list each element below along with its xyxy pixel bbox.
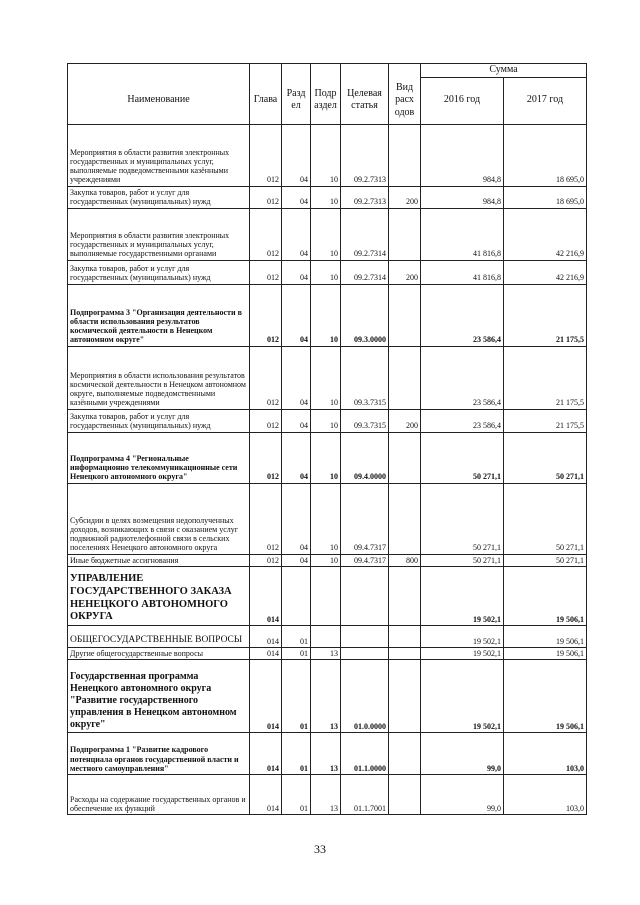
row-name: Подпрограмма 3 "Организация деятельности в области использования результатов космической деятельности в Ненецком автономном округе"	[68, 284, 250, 346]
row-name: Подпрограмма 4 "Региональные информационно телекоммуникационные сети Ненецкого автономного округа"	[68, 432, 250, 483]
row-2017: 103,0	[504, 732, 587, 774]
row-section: 04	[282, 260, 311, 284]
row-name: Закупка товаров, работ и услуг для государственных (муниципальных) нужд	[68, 409, 250, 432]
row-exptype	[389, 208, 421, 260]
row-target: 01.0.0000	[341, 659, 389, 732]
table-row	[68, 554, 587, 566]
row-name: Иные бюджетные ассигнования	[68, 554, 250, 566]
row-name: Мероприятия в области использования результатов космической деятельности в Ненецком автономном округе, выполняемые подведомственными казёнными учреждениями	[68, 346, 250, 409]
row-2016: 41 816,8	[421, 208, 504, 260]
table-row	[68, 659, 587, 732]
row-name: Государственная программа Ненецкого автономного округа "Развитие государственного управления в Ненецком автономном округе"	[68, 659, 250, 732]
row-2017: 42 216,9	[504, 260, 587, 284]
row-exptype	[389, 284, 421, 346]
row-exptype	[389, 774, 421, 814]
row-chapter: 012	[250, 284, 282, 346]
row-subsection: 10	[311, 186, 341, 208]
row-section: 01	[282, 659, 311, 732]
row-section: 04	[282, 432, 311, 483]
row-target: 09.2.7313	[341, 186, 389, 208]
row-2016: 23 586,4	[421, 409, 504, 432]
row-target: 09.2.7313	[341, 124, 389, 186]
row-2016: 99,0	[421, 732, 504, 774]
row-target: 09.3.0000	[341, 284, 389, 346]
row-name: Подпрограмма 1 "Развитие кадрового потенциала органов государственной власти и местного самоуправления"	[68, 732, 250, 774]
row-2016: 50 271,1	[421, 554, 504, 566]
row-2017: 19 506,1	[504, 647, 587, 659]
row-target	[341, 566, 389, 625]
row-name: Мероприятия в области развития электронных государственных и муниципальных услуг, выполняемые подведомственными казёнными учреждениями	[68, 124, 250, 186]
row-2016: 50 271,1	[421, 432, 504, 483]
row-subsection	[311, 625, 341, 647]
row-exptype: 200	[389, 260, 421, 284]
table-row	[68, 346, 587, 409]
row-2017: 21 175,5	[504, 409, 587, 432]
row-chapter: 014	[250, 732, 282, 774]
row-exptype	[389, 659, 421, 732]
row-subsection: 10	[311, 260, 341, 284]
row-subsection: 10	[311, 124, 341, 186]
row-chapter: 014	[250, 625, 282, 647]
row-2017: 19 506,1	[504, 625, 587, 647]
row-2016: 99,0	[421, 774, 504, 814]
row-section: 04	[282, 554, 311, 566]
col-name-header: Наименование	[68, 77, 250, 124]
row-subsection: 13	[311, 647, 341, 659]
row-section: 01	[282, 647, 311, 659]
table-row	[68, 409, 587, 432]
row-target: 09.3.7315	[341, 409, 389, 432]
row-2017: 19 506,1	[504, 566, 587, 625]
row-2017: 21 175,5	[504, 346, 587, 409]
row-subsection	[311, 566, 341, 625]
row-chapter: 012	[250, 409, 282, 432]
row-2016: 19 502,1	[421, 647, 504, 659]
row-name: Субсидии в целях возмещения недополученных доходов, возникающих в связи с оказанием услуг подвижной радиотелефонной связи в сельских поселениях Ненецкого автономного округа	[68, 483, 250, 554]
row-2017: 50 271,1	[504, 554, 587, 566]
table-row	[68, 483, 587, 554]
row-chapter: 012	[250, 432, 282, 483]
row-2016: 50 271,1	[421, 483, 504, 554]
col-exptype-header: Вид расх одов	[389, 77, 421, 124]
row-section	[282, 566, 311, 625]
row-target: 09.4.7317	[341, 483, 389, 554]
row-chapter: 012	[250, 124, 282, 186]
table-row	[68, 625, 587, 647]
row-subsection: 10	[311, 284, 341, 346]
table-row	[68, 732, 587, 774]
row-2017: 103,0	[504, 774, 587, 814]
row-exptype	[389, 625, 421, 647]
col-subsection-header: Подр аздел	[311, 77, 341, 124]
row-exptype: 800	[389, 554, 421, 566]
col-2016-header: 2016 год	[421, 77, 504, 124]
row-name: ОБЩЕГОСУДАРСТВЕННЫЕ ВОПРОСЫ	[68, 625, 250, 647]
budget-table	[67, 63, 587, 815]
row-exptype	[389, 432, 421, 483]
row-exptype	[389, 732, 421, 774]
col-section-header: Разд ел	[282, 77, 311, 124]
row-2017: 18 695,0	[504, 186, 587, 208]
row-exptype	[389, 124, 421, 186]
table-row	[68, 284, 587, 346]
row-2017: 18 695,0	[504, 124, 587, 186]
row-target: 09.4.7317	[341, 554, 389, 566]
row-subsection: 13	[311, 659, 341, 732]
row-name: Расходы на содержание государственных органов и обеспечение их функций	[68, 774, 250, 814]
table-row	[68, 774, 587, 814]
row-2016: 23 586,4	[421, 284, 504, 346]
page-number: 33	[314, 842, 326, 856]
row-name: Мероприятия в области развития электронных государственных и муниципальных услуг, выполняемые государственными органами	[68, 208, 250, 260]
row-2016: 984,8	[421, 186, 504, 208]
row-2016: 984,8	[421, 124, 504, 186]
row-2017: 42 216,9	[504, 208, 587, 260]
row-subsection: 10	[311, 409, 341, 432]
row-exptype	[389, 647, 421, 659]
row-name: УПРАВЛЕНИЕ ГОСУДАРСТВЕННОГО ЗАКАЗА НЕНЕЦКОГО АВТОНОМНОГО ОКРУГА	[68, 566, 250, 625]
row-section: 04	[282, 186, 311, 208]
row-target	[341, 647, 389, 659]
row-section: 04	[282, 208, 311, 260]
row-exptype: 200	[389, 409, 421, 432]
row-2017: 19 506,1	[504, 659, 587, 732]
row-2016: 41 816,8	[421, 260, 504, 284]
header-row-top	[68, 64, 587, 78]
row-subsection: 10	[311, 208, 341, 260]
row-section: 01	[282, 625, 311, 647]
col-target-header: Целевая статья	[341, 77, 389, 124]
row-target: 01.1.7001	[341, 774, 389, 814]
table-row	[68, 432, 587, 483]
row-exptype	[389, 566, 421, 625]
row-2017: 21 175,5	[504, 284, 587, 346]
row-chapter: 012	[250, 346, 282, 409]
row-2017: 50 271,1	[504, 432, 587, 483]
row-chapter: 012	[250, 208, 282, 260]
row-section: 04	[282, 409, 311, 432]
row-chapter: 012	[250, 483, 282, 554]
col-chapter-header: Глава	[250, 77, 282, 124]
col-2017-header: 2017 год	[504, 77, 587, 124]
row-subsection: 10	[311, 432, 341, 483]
row-section: 01	[282, 774, 311, 814]
row-section: 04	[282, 346, 311, 409]
row-exptype: 200	[389, 186, 421, 208]
table-row	[68, 260, 587, 284]
table-row	[68, 647, 587, 659]
row-section: 04	[282, 284, 311, 346]
row-exptype	[389, 483, 421, 554]
row-chapter: 012	[250, 186, 282, 208]
row-2016: 23 586,4	[421, 346, 504, 409]
row-name: Закупка товаров, работ и услуг для государственных (муниципальных) нужд	[68, 186, 250, 208]
row-name: Закупка товаров, работ и услуг для государственных (муниципальных) нужд	[68, 260, 250, 284]
table-row	[68, 566, 587, 625]
row-target	[341, 625, 389, 647]
row-section: 04	[282, 124, 311, 186]
row-chapter: 014	[250, 659, 282, 732]
header-row	[68, 77, 587, 124]
table-row	[68, 208, 587, 260]
row-subsection: 10	[311, 483, 341, 554]
row-name: Другие общегосударственные вопросы	[68, 647, 250, 659]
row-target: 09.4.0000	[341, 432, 389, 483]
sum-header: Сумма	[421, 64, 587, 78]
row-section: 01	[282, 732, 311, 774]
row-target: 09.2.7314	[341, 208, 389, 260]
row-chapter: 014	[250, 774, 282, 814]
row-target: 09.3.7315	[341, 346, 389, 409]
row-chapter: 012	[250, 554, 282, 566]
row-2017: 50 271,1	[504, 483, 587, 554]
row-exptype	[389, 346, 421, 409]
row-target: 09.2.7314	[341, 260, 389, 284]
row-2016: 19 502,1	[421, 659, 504, 732]
row-section: 04	[282, 483, 311, 554]
row-subsection: 13	[311, 732, 341, 774]
row-chapter: 012	[250, 260, 282, 284]
row-chapter: 014	[250, 566, 282, 625]
row-subsection: 10	[311, 346, 341, 409]
row-2016: 19 502,1	[421, 566, 504, 625]
row-subsection: 13	[311, 774, 341, 814]
table-row	[68, 124, 587, 186]
table-row	[68, 186, 587, 208]
row-chapter: 014	[250, 647, 282, 659]
row-subsection: 10	[311, 554, 341, 566]
row-target: 01.1.0000	[341, 732, 389, 774]
row-2016: 19 502,1	[421, 625, 504, 647]
